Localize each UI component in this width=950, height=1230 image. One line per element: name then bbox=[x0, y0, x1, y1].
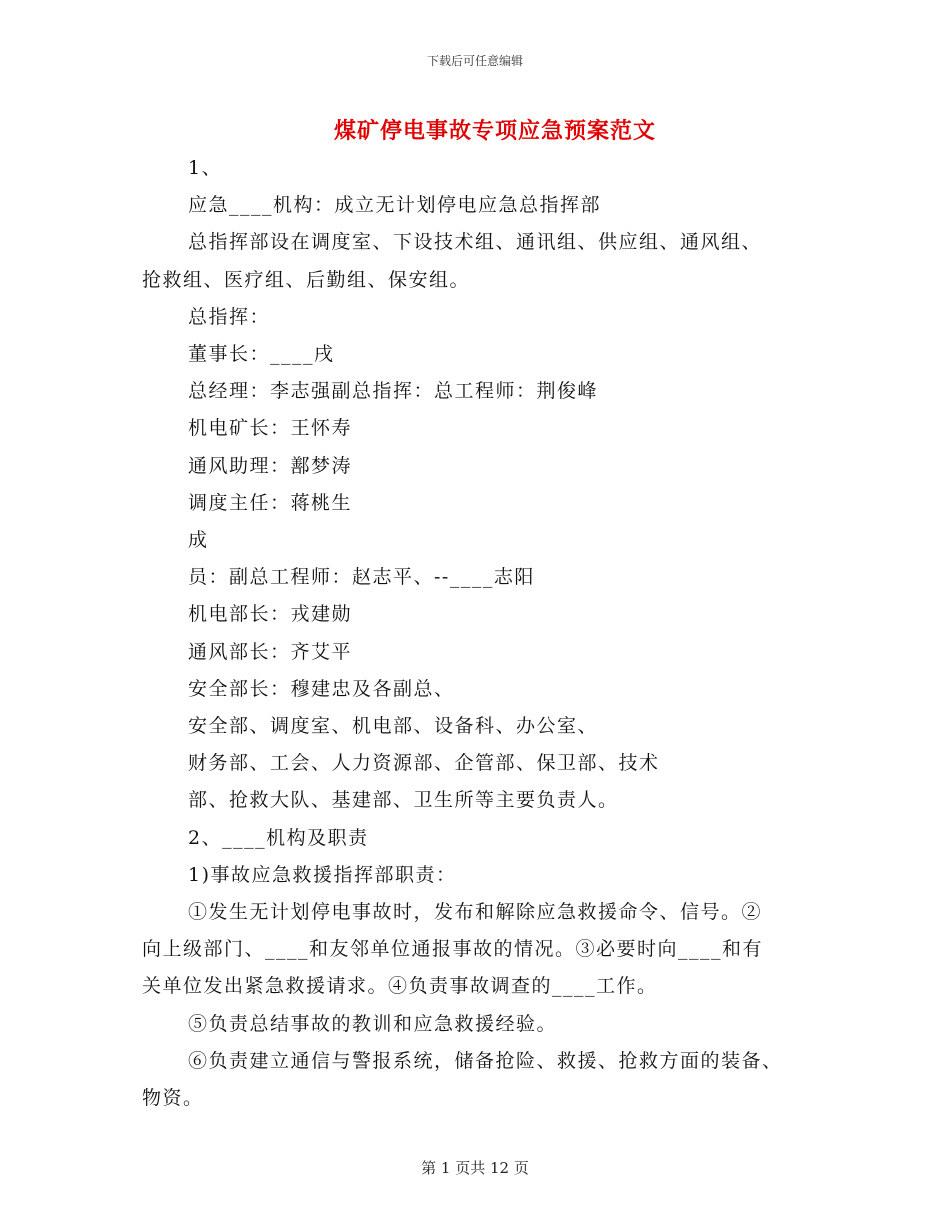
body-line: ①发生无计划停电事故时，发布和解除应急救援命令、信号。② bbox=[188, 901, 763, 924]
body-line: 通风部长：齐艾平 bbox=[188, 640, 353, 663]
body-line: 总经理：李志强副总指挥：总工程师：荆俊峰 bbox=[188, 380, 599, 403]
body-line: 总指挥： bbox=[188, 305, 271, 328]
body-line: 1)事故应急救援指挥部职责： bbox=[188, 863, 457, 886]
body-line: ⑤负责总结事故的教训和应急救援经验。 bbox=[188, 1012, 558, 1035]
document-title: 煤矿停电事故专项应急预案范文 bbox=[333, 118, 656, 144]
body-line: 安全部、调度室、机电部、设备科、办公室、 bbox=[188, 715, 599, 738]
page-footer: 第 1 页共 12 页 bbox=[421, 1159, 529, 1177]
body-line: 通风助理：鄯梦涛 bbox=[188, 454, 353, 477]
body-line: ⑥负责建立通信与警报系统，储备抢险、救援、抢救方面的装备、 bbox=[188, 1049, 783, 1072]
body-line: 安全部长：穆建忠及各副总、 bbox=[188, 677, 455, 700]
body-line: 成 bbox=[188, 529, 209, 552]
body-line: 调度主任：蒋桃生 bbox=[188, 491, 353, 514]
body-line: 1、 bbox=[188, 157, 223, 179]
body-line: 机电部长：戎建勋 bbox=[188, 603, 353, 626]
body-line: 机电矿长：王怀寿 bbox=[188, 417, 353, 440]
body-line: 部、抢救大队、基建部、卫生所等主要负责人。 bbox=[188, 789, 619, 812]
header-note: 下载后可任意编辑 bbox=[426, 54, 523, 68]
body-line: 财务部、工会、人力资源部、企管部、保卫部、技术 bbox=[188, 752, 660, 775]
body-line: 总指挥部设在调度室、下设技术组、通讯组、供应组、通风组、 bbox=[188, 231, 763, 254]
body-line: 关单位发出紧急救援请求。④负责事故调查的____工作。 bbox=[142, 975, 658, 998]
document-body bbox=[142, 150, 822, 1117]
body-line: 董事长：____戌 bbox=[188, 343, 335, 366]
body-line: 2、____机构及职责 bbox=[188, 826, 369, 849]
body-line: 抢救组、医疗组、后勤组、保安组。 bbox=[142, 268, 471, 291]
body-line: 向上级部门、____和友邻单位通报事故的情况。③必要时向____和有 bbox=[142, 938, 764, 961]
body-line: 物资。 bbox=[142, 1087, 204, 1110]
body-line: 员：副总工程师：赵志平、--____志阳 bbox=[188, 566, 535, 589]
body-line: 应急____机构：成立无计划停电应急总指挥部 bbox=[188, 194, 602, 217]
